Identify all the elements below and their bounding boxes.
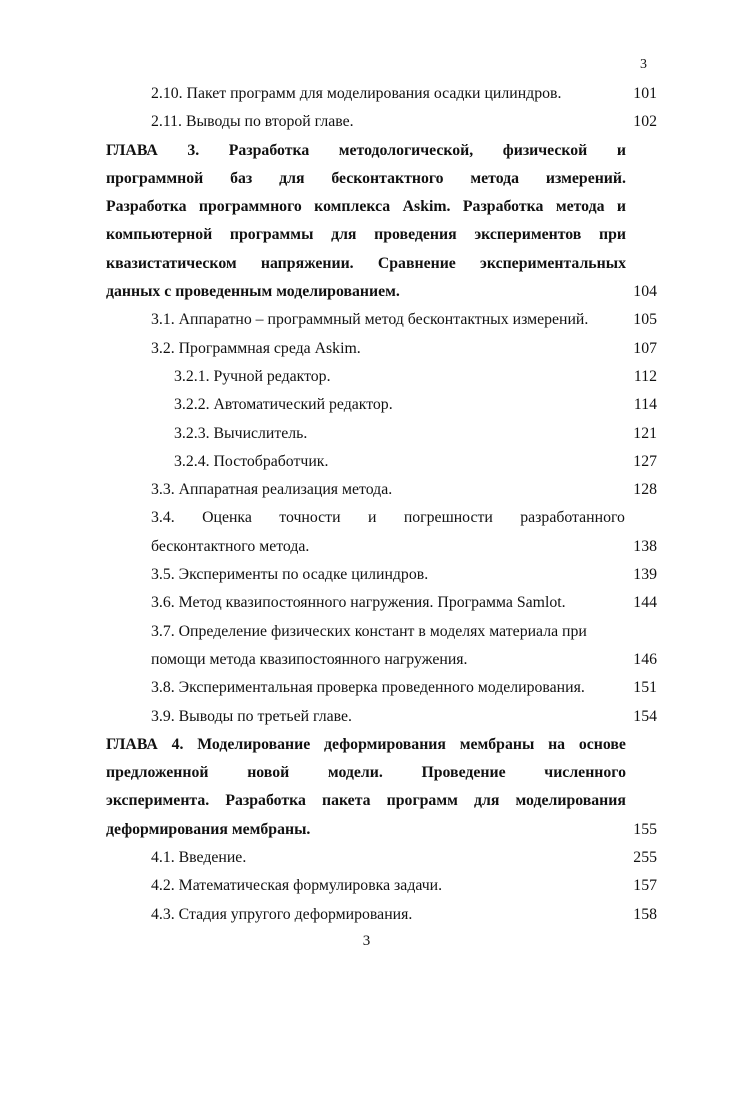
chapter-3-line: [0, 193, 733, 221]
word: Проведение: [421, 764, 506, 782]
word: Оценка: [202, 509, 252, 527]
toc-entry-3-7-last-line: [0, 646, 733, 674]
toc-entry-page: 127: [633, 452, 657, 470]
toc-entry-title: 3.1. Аппаратно – программный метод бесконтактных измерений.: [151, 311, 589, 329]
toc-entry-page: 101: [633, 85, 657, 102]
toc-entry-title: 3.2.2. Автоматический редактор.: [174, 396, 393, 414]
toc-entry-title: 3.2.4. Постобработчик.: [174, 452, 329, 470]
toc-entry-4-2: [0, 872, 733, 900]
toc-entry-title-end: бесконтактного метода.: [151, 537, 310, 555]
word: Askim.: [402, 198, 451, 216]
word: разработанного: [520, 509, 625, 527]
chapter-4-line: [0, 787, 733, 815]
toc-entry-page: 255: [633, 849, 657, 867]
chapter-4-line-text: [106, 731, 626, 759]
toc-entry-page: 155: [633, 820, 657, 838]
toc-entry-page: 151: [633, 679, 657, 697]
toc-entry-4-3: [0, 901, 733, 929]
chapter-4-line-text: [106, 759, 626, 787]
table-of-contents: [0, 80, 733, 929]
word: и: [616, 141, 626, 159]
word: эксперимента.: [106, 792, 210, 810]
toc-entry-3-6: [0, 589, 733, 617]
word: ГЛАВА: [106, 141, 158, 159]
toc-entry-4-1: [0, 844, 733, 872]
toc-entry-3-4: [0, 504, 733, 561]
chapter-3-line-text: [106, 193, 626, 221]
word: методологической,: [338, 141, 474, 159]
word: экспериментов: [474, 226, 582, 244]
chapter-3-line: [0, 221, 733, 249]
toc-entry-title: 2.10. Пакет программ для моделирования осадки цилиндров.: [151, 85, 562, 102]
toc-entry-2-11: [0, 108, 733, 136]
toc-entry-page: 144: [633, 594, 657, 612]
word: экспериментальных: [480, 254, 626, 272]
word: Разработка: [228, 141, 310, 159]
toc-entry-title: [151, 504, 625, 532]
word: компьютерной: [106, 226, 213, 244]
word: ГЛАВА: [106, 735, 158, 753]
word: для: [279, 169, 305, 187]
page-number-bottom: 3: [362, 933, 371, 949]
word: Разработка: [462, 198, 544, 216]
toc-entry-3-8: [0, 674, 733, 702]
toc-entry-title: 3.8. Экспериментальная проверка проведенного моделирования.: [151, 679, 585, 697]
word: новой: [247, 764, 290, 782]
word: и: [616, 198, 626, 216]
toc-entry-title: 3.5. Эксперименты по осадке цилиндров.: [151, 566, 429, 584]
toc-entry-title: 2.11. Выводы по второй главе.: [151, 113, 354, 131]
chapter-4-line: [0, 759, 733, 787]
word: 4.: [171, 735, 184, 753]
word: баз: [230, 169, 253, 187]
word: измерений.: [545, 169, 626, 187]
chapter-4-line: [0, 731, 733, 759]
toc-entry-title: 3.3. Аппаратная реализация метода.: [151, 481, 393, 499]
toc-entry-page: 104: [633, 283, 657, 301]
toc-entry-page: 102: [633, 113, 657, 131]
toc-entry-3-1: [0, 306, 733, 334]
word: квазистатическом: [106, 254, 237, 272]
toc-entry-3-9: [0, 703, 733, 731]
word: деформирования: [324, 735, 446, 753]
toc-chapter-4: [0, 731, 733, 844]
toc-entry-3-7: [0, 618, 733, 675]
toc-entry-3-4-last-line: [0, 533, 733, 561]
toc-entry-page: 114: [633, 396, 657, 414]
word: Разработка: [225, 792, 306, 810]
chapter-4-line-text: [106, 787, 626, 815]
toc-entry-3-4-line: [0, 504, 733, 532]
word: проведения: [374, 226, 457, 244]
toc-entry-3-3: [0, 476, 733, 504]
toc-entry-3-2-2: [0, 391, 733, 419]
toc-entry-title: 4.1. Введение.: [151, 849, 247, 867]
toc-entry-title-end: помощи метода квазипостоянного нагружения.: [151, 650, 468, 668]
toc-entry-title: 3.6. Метод квазипостоянного нагружения. Программа Samlot.: [151, 594, 566, 612]
toc-entry-page: 154: [633, 707, 657, 725]
toc-entry-page: 157: [633, 877, 657, 895]
word: Моделирование: [197, 735, 311, 753]
toc-entry-page: 146: [633, 650, 657, 668]
toc-entry-title: 3.9. Выводы по третьей главе.: [151, 707, 352, 725]
word: Разработка: [106, 198, 187, 216]
toc-entry-3-2: [0, 335, 733, 363]
word: 3.4.: [151, 509, 175, 527]
word: для: [331, 226, 357, 244]
word: на: [548, 735, 566, 753]
chapter-3-line-text: [106, 250, 626, 278]
toc-entry-3-2-4: [0, 448, 733, 476]
toc-entry-title: 3.2.1. Ручной редактор.: [174, 367, 331, 385]
word: предложенной: [106, 764, 209, 782]
word: численного: [544, 764, 626, 782]
chapter-3-line: [0, 250, 733, 278]
word: модели.: [327, 764, 383, 782]
word: и: [367, 509, 377, 527]
word: программ: [386, 792, 458, 810]
toc-entry-page: 112: [633, 367, 657, 385]
toc-entry-2-10: [0, 80, 733, 108]
toc-entry-3-5: [0, 561, 733, 589]
word: 3.: [187, 141, 200, 159]
word: программы: [229, 226, 314, 244]
word: точности: [279, 509, 341, 527]
toc-entry-3-2-3: [0, 420, 733, 448]
word: метода: [470, 169, 520, 187]
word: для: [473, 792, 500, 810]
word: напряжении.: [260, 254, 354, 272]
toc-chapter-3: [0, 137, 733, 307]
word: основе: [578, 735, 626, 753]
chapter-3-title-end: данных с проведенным моделированием.: [106, 283, 400, 301]
word: комплекса: [314, 198, 391, 216]
word: метода: [555, 198, 605, 216]
word: при: [599, 226, 626, 244]
chapter-4-title-end: деформирования мембраны.: [106, 820, 311, 838]
chapter-3-line-text: [106, 221, 626, 249]
page-number-top: 3: [640, 57, 647, 72]
toc-entry-3-2-1: [0, 363, 733, 391]
word: бесконтактного: [331, 169, 444, 187]
toc-entry-page: 158: [633, 905, 657, 923]
word: программной: [106, 169, 204, 187]
chapter-3-line-text: [106, 137, 626, 165]
word: пакета: [321, 792, 371, 810]
toc-entry-page: 139: [633, 566, 657, 584]
word: Сравнение: [377, 254, 456, 272]
chapter-3-last-line: [0, 278, 733, 306]
word: физической: [502, 141, 588, 159]
toc-entry-page: 121: [633, 424, 657, 442]
toc-entry-title: 3.7. Определение физических констант в моделях материала при: [151, 622, 587, 640]
word: программного: [198, 198, 302, 216]
word: погрешности: [403, 509, 493, 527]
chapter-3-line: [0, 165, 733, 193]
toc-entry-title: 4.2. Математическая формулировка задачи.: [151, 877, 443, 895]
toc-entry-3-7-line: [0, 618, 733, 646]
chapter-3-line: [0, 137, 733, 165]
toc-entry-page: 138: [633, 537, 657, 555]
toc-entry-page: 128: [633, 481, 657, 499]
word: мембраны: [459, 735, 535, 753]
toc-entry-page: 105: [633, 311, 657, 329]
toc-entry-title: 4.3. Стадия упругого деформирования.: [151, 905, 413, 923]
toc-entry-page: 107: [633, 339, 657, 357]
word: моделирования: [515, 792, 626, 810]
chapter-3-line-text: [106, 165, 626, 193]
toc-entry-title: 3.2.3. Вычислитель.: [174, 424, 308, 442]
toc-entry-title: 3.2. Программная среда Askim.: [151, 339, 361, 357]
chapter-4-last-line: [0, 816, 733, 844]
